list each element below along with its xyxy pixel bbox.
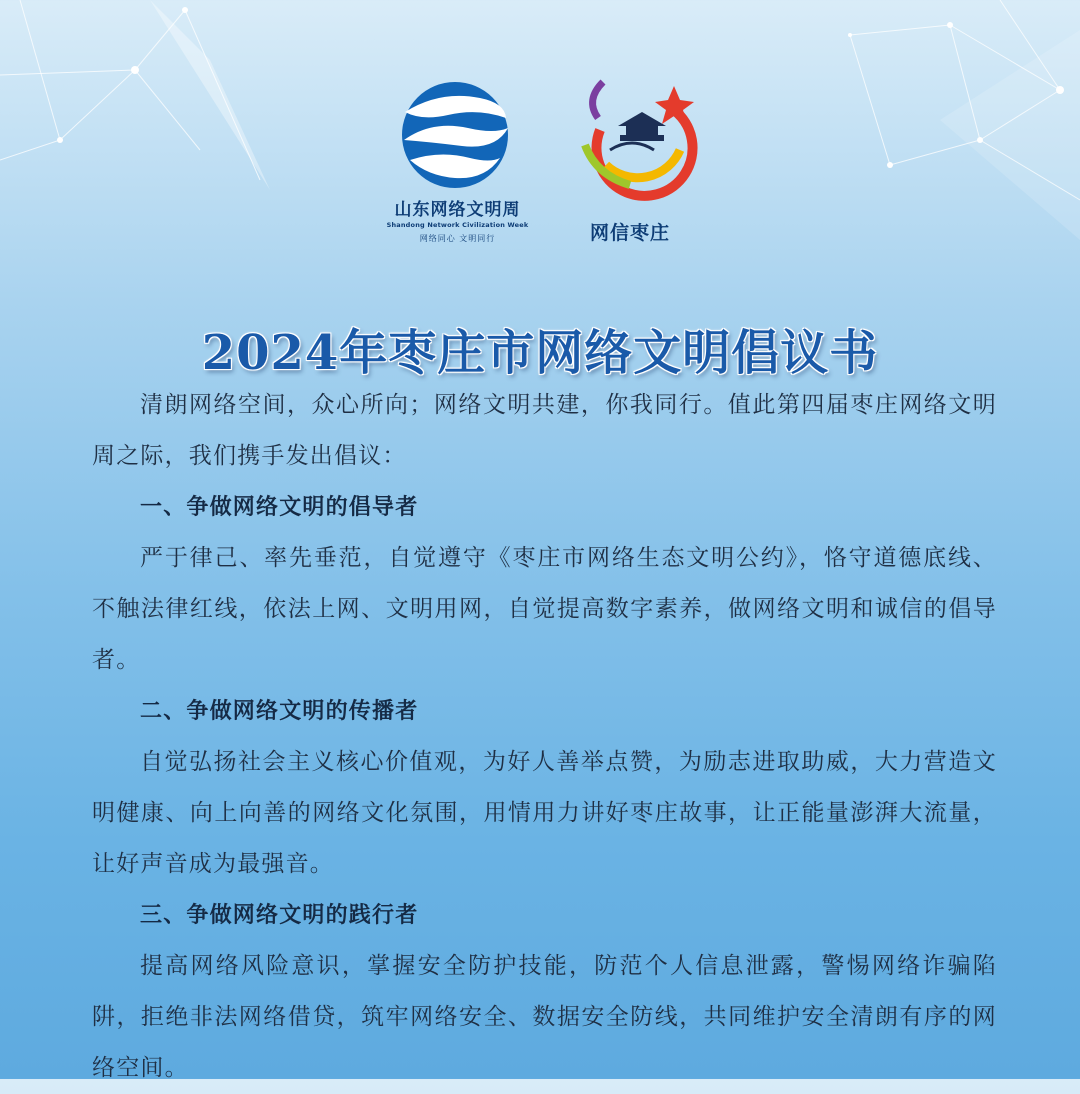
section-3-heading: 三、争做网络文明的践行者 [140,903,419,928]
proposal-body [92,380,997,1094]
shandong-logo-name-cn: 山东网络文明周 [394,200,521,220]
blue-wave-swirl-icon [402,82,508,188]
shandong-logo-text [370,195,545,244]
shandong-logo-name-en: Shandong Network Civilization Week [386,221,529,229]
section-1-heading: 一、争做网络文明的倡导者 [140,495,419,520]
section-1-text: 严于律己、率先垂范，自觉遵守《枣庄市网络生态文明公约》，恪守道德底线、不触法律红线，依法上网、文明用网，自觉提高数字素养，做网络文明和诚信的倡导者。 [92,545,997,673]
colorful-ring-pavilion-icon [585,82,694,196]
section-3-text: 提高网络风险意识，掌握安全防护技能，防范个人信息泄露，警惕网络诈骗陷阱，拒绝非法网络借贷，筑牢网络安全、数据安全防线，共同维护安全清朗有序的网络空间。 [92,953,997,1081]
shandong-logo-slogan: 网络同心 文明同行 [419,234,496,243]
section-2-heading: 二、争做网络文明的传播者 [140,699,419,724]
wangxin-zaozhuang-logo-text: 网信枣庄 [589,222,670,244]
intro-paragraph: 清朗网络空间，众心所向；网络文明共建，你我同行。值此第四届枣庄网络文明周之际，我们携手发出倡议： [92,392,997,469]
page-title: 2024年枣庄市网络文明倡议书 [201,325,879,382]
section-2-text: 自觉弘扬社会主义核心价值观，为好人善举点赞，为励志进取助威，大力营造文明健康、向上向善的网络文化氛围，用情用力讲好枣庄故事，让正能量澎湃大流量，让好声音成为最强音。 [92,749,997,877]
